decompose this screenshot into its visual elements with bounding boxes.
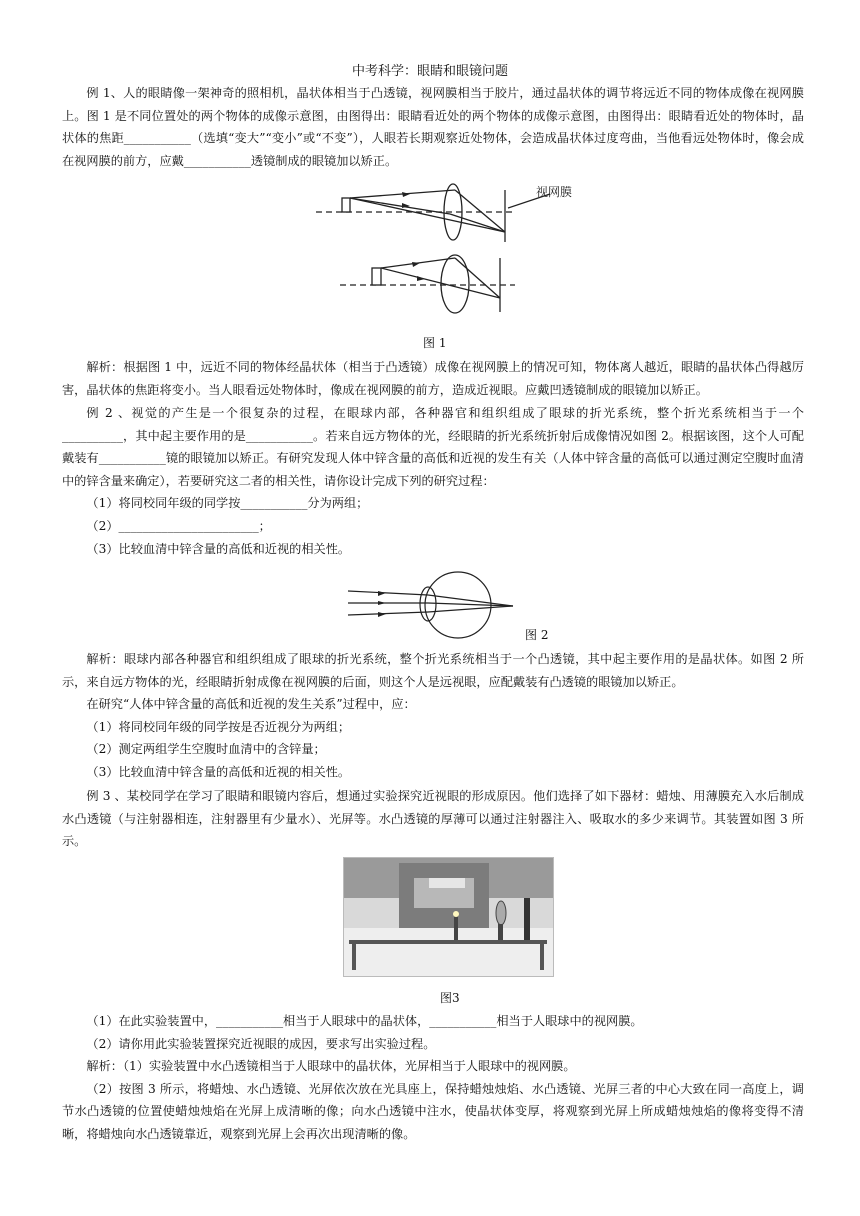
example-2-analysis: 解析：眼球内部各种器官和组织组成了眼球的折光系统，整个折光系统相当于一个凸透镜，其中起主要作用的是晶状体。如图 2 所示，来自远方物体的光，经眼睛折射成像在视网膜的后面，则这个人是远视眼，应配戴装有凸透镜的眼镜加以矫正。 [62,652,804,689]
example-2-answer-3: （3）比较血清中锌含量的高低和近视的相关性。 [86,764,351,779]
retina-label: 视网膜 [536,185,573,199]
example-2-answer-1: （1）将同校同年级的同学按是否近视分为两组； [86,719,351,734]
example-3-analysis-2: （2）按图 3 所示，将蜡烛、水凸透镜、光屏依次放在光具座上，保持蜡烛烛焰、水凸透镜、光屏三者的中心大致在同一高度上，调节水凸透镜的位置使蜡烛烛焰在光屏上成清晰的像；向水凸透镜中注水，使晶状体变厚，将观察到光屏上所成蜡烛烛焰的像将变得不清晰，将蜡烛向水凸透镜靠近，观察到光屏上会再次出现清晰的像。 [62,1081,804,1141]
example-3-question-1: （1）在此实验装置中，___________相当于人眼球中的晶状体，___________相当于人眼球中的视网膜。 [86,1014,643,1028]
example-2-analysis-intro: 在研究“人体中锌含量的高低和近视的发生关系”过程中，应： [86,697,416,712]
figure-3-photo [343,857,554,977]
figure-1-caption: 图 1 [423,336,447,350]
figure-2-eye-diagram [348,570,528,640]
example-2-answer-2: （2）测定两组学生空腹时血清中的含锌量； [86,742,326,757]
example-3-question: 例 3 、某校同学在学习了眼睛和眼镜内容后，想通过实验探究近视眼的形成原因。他们选择了如下器材：蜡烛、用薄膜充入水后制成水凸透镜（与注射器相连，注射器里有少量水）、光屏等。水凸透镜的厚薄可以通过注射器注入、吸取水的多少来调节。其装置如图 3 所示。 [62,789,804,849]
example-1-text [62,82,804,172]
example-2-step-2: （2）_______________________； [86,518,271,533]
example-2-question: 例 2 、视觉的产生是一个很复杂的过程，在眼球内部，各种器官和组织组成了眼球的折光系统，整个折光系统相当于一个__________，其中起主要作用的是___________。若来自远方物体的光，经眼睛的折光系统折射后成像情况如图 2。根据该图，这个人可配戴装有___________镜的眼镜加以矫正。有研究发现人体中锌含量的高低和近视的发生有关（人体中锌含量的高低可以通过测定空腹时血清中的锌含量来确定），若要研究这二者的相关性，请你设计完成下列的研究过程： [62,406,804,488]
example-3-block [62,785,804,853]
figure-1-diagram [310,180,630,340]
example-2-step-1: （1）将同校同年级的同学按___________分为两组； [86,496,369,511]
example-2-analysis-block [62,648,804,784]
example-3-rest [62,1010,804,1146]
page-title: 中考科学：眼睛和眼镜问题 [351,64,508,79]
figure-3-caption: 图3 [440,991,460,1005]
example-2-step-3: （3）比较血清中锌含量的高低和近视的相关性。 [86,541,351,556]
figure-2-caption: 图 2 [525,628,549,642]
example-3-analysis-1: 解析：（1）实验装置中水凸透镜相当于人眼球中的晶状体，光屏相当于人眼球中的视网膜。 [86,1059,576,1074]
example-1-analysis: 解析：根据图 1 中，远近不同的物体经晶状体（相当于凸透镜）成像在视网膜上的情况可知，物体离人越近，眼睛的晶状体凸得越厉害，晶状体的焦距将变小。当人眼看远处物体时，像成在视网膜的前方，造成近视眼。应戴凹透镜制成的眼镜加以矫正。 [62,360,804,397]
example-1-analysis-block [62,356,804,401]
example-3-question-2: （2）请你用此实验装置探究近视眼的成因，要求写出实验过程。 [86,1036,436,1051]
example-1-question: 例 1、人的眼睛像一架神奇的照相机，晶状体相当于凸透镜，视网膜相当于胶片，通过晶状体的调节将远近不同的物体成像在视网膜上。图 1 是不同位置处的两个物体的成像示意图，由图得出：眼睛看近处的两个物体的成像示意图，由图得出：眼睛看近处的物体时，晶状体的焦距___________（选填“变大”“变小”或“不变”），人眼若长期观察近处物体，会造成晶状体过度弯曲，当他看远处物体时，像会成在视网膜的前方，应戴___________透镜制成的眼镜加以矫正。 [62,86,804,168]
example-2-block [62,402,804,560]
